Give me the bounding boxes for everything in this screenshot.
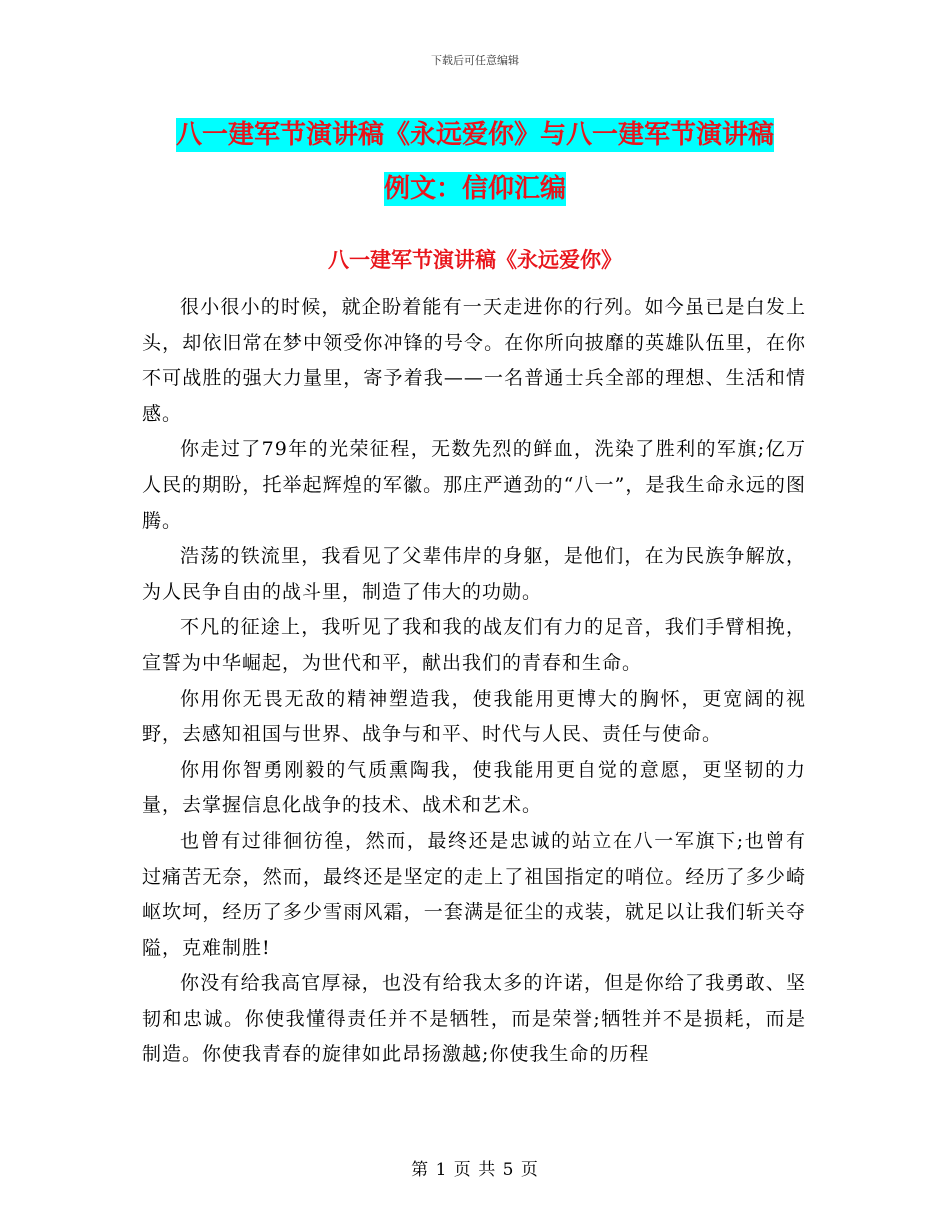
paragraph: 你用你无畏无敌的精神塑造我，使我能用更博大的胸怀，更宽阔的视野，去感知祖国与世界、战争与和平、时代与人民、责任与使命。 [142, 687, 806, 746]
section-title: 八一建军节演讲稿《永远爱你》 [328, 248, 622, 272]
paragraph: 你没有给我高官厚禄，也没有给我太多的许诺，但是你给了我勇敢、坚韧和忠诚。你使我懂得责任并不是牺牲，而是荣誉;牺牲并不是损耗，而是制造。你使我青春的旋律如此昂扬激越;你使我生命的历程 [142, 972, 806, 1066]
document-title-line-1: 八一建军节演讲稿《永远爱你》与八一建军节演讲稿 [175, 120, 774, 150]
paragraph: 也曾有过徘徊彷徨，然而，最终还是忠诚的站立在八一军旗下;也曾有过痛苦无奈，然而，最终还是坚定的走上了祖国指定的哨位。经历了多少崎岖坎坷，经历了多少雪雨风霜，一套满是征尘的戎装，就足以让我们斩关夺隘，克难制胜! [142, 829, 806, 959]
paragraph: 你走过了79年的光荣征程，无数先烈的鲜血，洗染了胜利的军旗;亿万人民的期盼，托举起辉煌的军徽。那庄严遒劲的“八一”，是我生命永远的图腾。 [142, 438, 806, 532]
paragraph: 不凡的征途上，我听见了我和我的战友们有力的足音，我们手臂相挽，宣誓为中华崛起，为世代和平，献出我们的青春和生命。 [142, 616, 806, 674]
page-footer: 第 1 页 共 5 页 [411, 1160, 539, 1180]
document-title [140, 108, 810, 216]
header-note: 下载后可任意编辑 [431, 54, 519, 67]
body-text [142, 290, 806, 1073]
document-title-line-2: 例文：信仰汇编 [383, 174, 566, 204]
paragraph: 很小很小的时候，就企盼着能有一天走进你的行列。如今虽已是白发上头，却依旧常在梦中领受你冲锋的号令。在你所向披靡的英雄队伍里，在你不可战胜的强大力量里，寄予着我——一名普通士兵全部的理想、生活和情感。 [142, 296, 806, 425]
paragraph: 你用你智勇刚毅的气质熏陶我，使我能用更自觉的意愿，更坚韧的力量，去掌握信息化战争的技术、战术和艺术。 [142, 758, 806, 817]
paragraph: 浩荡的铁流里，我看见了父辈伟岸的身躯，是他们，在为民族争解放，为人民争自由的战斗里，制造了伟大的功勋。 [142, 545, 806, 603]
